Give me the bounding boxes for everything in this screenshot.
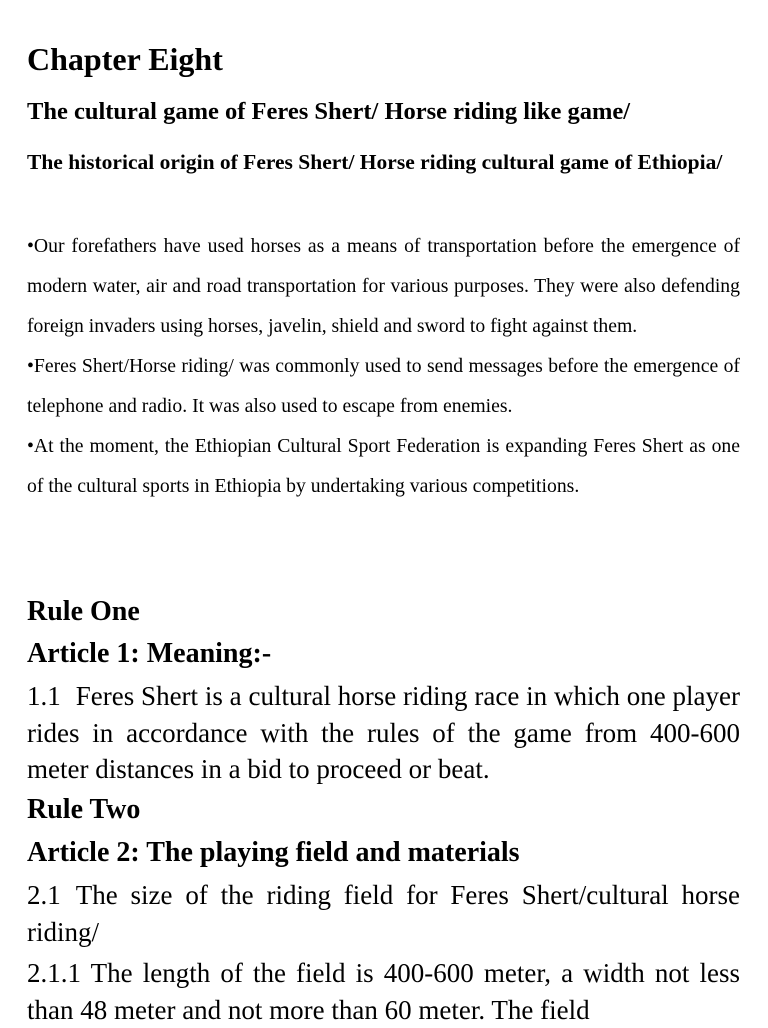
bullet-marker: • <box>27 355 34 377</box>
bullet-marker: • <box>27 435 34 457</box>
bullet-text: Our forefathers have used horses as a means of transportation before the emergence of modern water, air and road transportation for various purposes. They were also defending foreign invaders using horses, javelin, shield and sword to fight against them. <box>27 235 740 337</box>
rule-one-heading: Rule One <box>27 596 140 627</box>
paragraph-text: The length of the field is 400-600 meter, a width not less than 48 meter and not more than 60 meter. The field <box>27 958 740 1025</box>
bullet-item <box>27 346 740 426</box>
bullet-list <box>27 226 740 576</box>
paragraph-text: The size of the riding field for Feres Shert/cultural horse riding/ <box>27 880 740 947</box>
paragraph-1-1 <box>27 678 740 788</box>
bullet-marker: • <box>27 235 34 257</box>
paragraph-2-1 <box>27 877 740 950</box>
paragraph-number: 2.1.1 <box>27 958 81 988</box>
bullet-item <box>27 226 740 346</box>
chapter-title: Chapter Eight <box>27 41 223 77</box>
rule-two-heading: Rule Two <box>27 794 141 825</box>
paragraph-number: 1.1 <box>27 681 61 711</box>
bullet-text: At the moment, the Ethiopian Cultural Sport Federation is expanding Feres Shert as one of the cultural sports in Ethiopia by undertaking various competitions. <box>27 435 740 497</box>
section-heading: The historical origin of Feres Shert/ Horse riding cultural game of Ethiopia/ <box>27 150 723 174</box>
bullet-text: Feres Shert/Horse riding/ was commonly used to send messages before the emergence of telephone and radio. It was also used to escape from enemies. <box>27 355 740 417</box>
article-2-heading: Article 2: The playing field and materials <box>27 837 520 868</box>
paragraph-number: 2.1 <box>27 880 61 910</box>
bullet-item <box>27 426 740 506</box>
paragraph-text: Feres Shert is a cultural horse riding race in which one player rides in accordance with the rules of the game from 400-600 meter distances in a bid to proceed or beat. <box>27 681 740 784</box>
chapter-subtitle: The cultural game of Feres Shert/ Horse riding like game/ <box>27 98 631 125</box>
article-1-heading: Article 1: Meaning:- <box>27 638 272 669</box>
paragraph-2-1-1 <box>27 955 740 1028</box>
